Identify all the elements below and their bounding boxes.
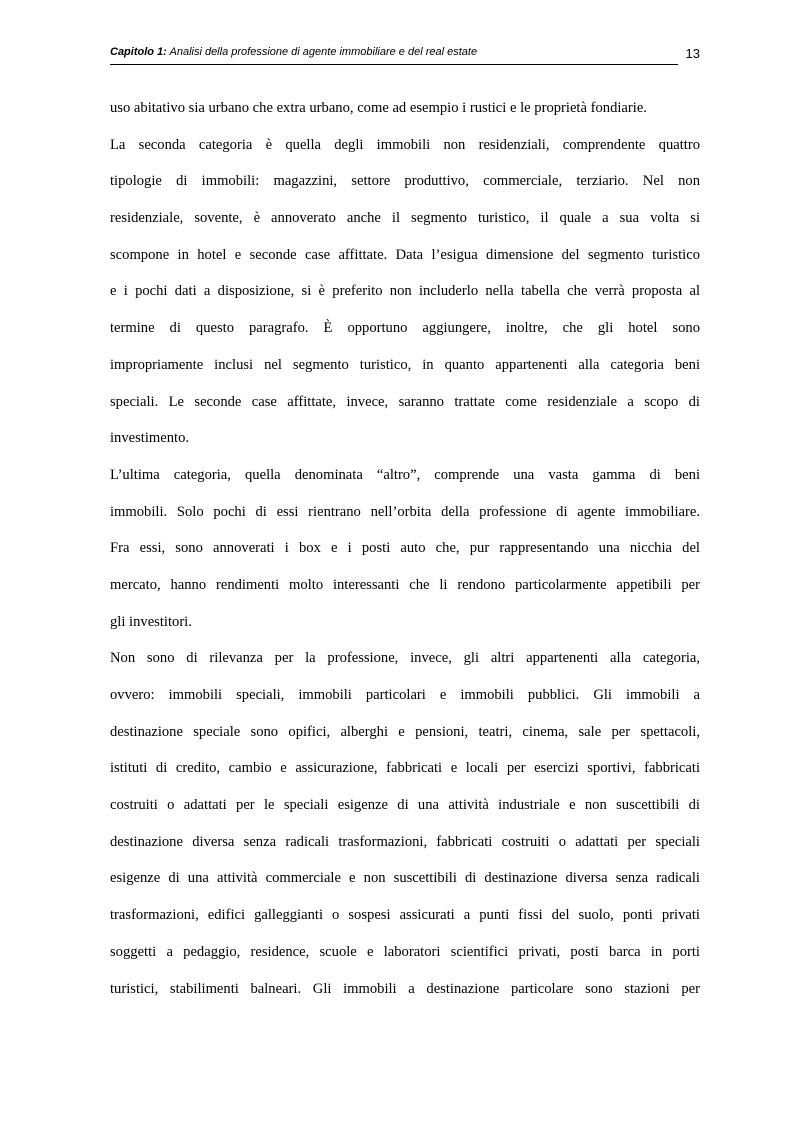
text-line: scompone in hotel e seconde case affittate. Data l’esigua dimensione del segmento turistico (110, 246, 700, 263)
text-line: Non sono di rilevanza per la professione, invece, gli altri appartenenti alla categoria, (110, 650, 700, 667)
text-line: e i pochi dati a disposizione, si è preferito non includerlo nella tabella che verrà proposta al (110, 283, 700, 300)
text-line: termine di questo paragrafo. È opportuno aggiungere, inoltre, che gli hotel sono (110, 320, 700, 337)
text-line: residenziale, sovente, è annoverato anche il segmento turistico, il quale a sua volta si (110, 210, 700, 227)
text-line: investimento. (110, 430, 190, 447)
text-line: destinazione diversa senza radicali trasformazioni, fabbricati costruiti o adattati per speciali (110, 833, 700, 850)
text-line: L’ultima categoria, quella denominata “altro”, comprende una vasta gamma di beni (110, 466, 700, 483)
text-line: destinazione speciale sono opifici, alberghi e pensioni, teatri, cinema, sale per spettacoli, (110, 723, 700, 740)
text-line: Fra essi, sono annoverati i box e i posti auto che, pur rappresentando una nicchia del (110, 540, 700, 557)
text-line: istituti di credito, cambio e assicurazione, fabbricati e locali per esercizi sportivi, fabbricati (110, 760, 700, 777)
running-header (110, 46, 678, 65)
body-text (110, 90, 700, 1007)
paragraph-2 (110, 127, 700, 457)
text-line: soggetti a pedaggio, residence, scuole e laboratori scientifici privati, posti barca in porti (110, 943, 700, 960)
page-number: 13 (685, 46, 700, 61)
text-line: tipologie di immobili: magazzini, settore produttivo, commerciale, terziario. Nel non (110, 173, 700, 190)
paragraph-1 (110, 90, 700, 127)
chapter-title: Analisi della professione di agente immobiliare e del real estate (166, 46, 478, 58)
text-line: turistici, stabilimenti balneari. Gli immobili a destinazione particolare sono stazioni per (110, 980, 700, 997)
paragraph-4 (110, 640, 700, 1007)
text-line: trasformazioni, edifici galleggianti o sospesi assicurati a punti fissi del suolo, ponti privati (110, 907, 700, 924)
text-line: speciali. Le seconde case affittate, invece, saranno trattate come residenziale a scopo di (110, 393, 700, 410)
text-line: gli investitori. (110, 613, 192, 630)
text-line: costruiti o adattati per le speciali esigenze di una attività industriale e non suscettibili di (110, 797, 700, 814)
paragraph-3 (110, 457, 700, 640)
text-line: La seconda categoria è quella degli immobili non residenziali, comprendente quattro (110, 136, 700, 153)
text-line: ovvero: immobili speciali, immobili particolari e immobili pubblici. Gli immobili a (110, 687, 700, 703)
text-line: mercato, hanno rendimenti molto interessanti che li rendono particolarmente appetibili per (110, 576, 700, 593)
text-line: immobili. Solo pochi di essi rientrano nell’orbita della professione di agente immobiliare. (110, 503, 700, 520)
text-line: esigenze di una attività commerciale e non suscettibili di destinazione diversa senza radicali (110, 870, 700, 887)
text-line: uso abitativo sia urbano che extra urbano, come ad esempio i rustici e le proprietà fondiarie. (110, 100, 647, 116)
text-line: impropriamente inclusi nel segmento turistico, in quanto appartenenti alla categoria beni (110, 356, 700, 373)
chapter-label: Capitolo 1: (110, 46, 167, 58)
